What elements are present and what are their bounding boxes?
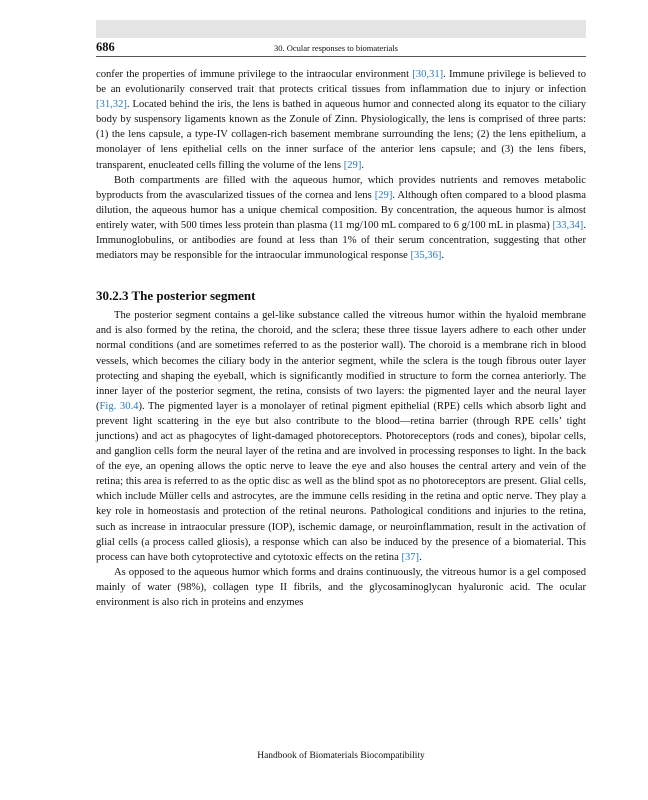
citation-link[interactable]: Fig. 30.4 [99, 400, 139, 412]
citation-link[interactable]: [29] [374, 189, 393, 201]
paragraph-text: . Immune privilege is believed to be an evolutionarily conserved trait that protects critical tissues from inflammation due to injury or infection [96, 69, 586, 96]
paragraph-text: confer the properties of immune privilege to the intraocular environment [96, 69, 413, 80]
paragraph-text: Both compartments are filled with the aqueous humor, which provides nutrients and removes metabolic byproducts from the avascularized tissues of the cornea and lens [96, 174, 586, 201]
paragraph-vitreous-humor [96, 565, 586, 610]
page-number: 686 [96, 40, 115, 54]
page-header [96, 40, 586, 57]
page-footer: Handbook of Biomaterials Biocompatibility [257, 751, 425, 761]
paragraph-aqueous-humor [96, 173, 586, 264]
paragraph-text: . Immunoglobulins, or antibodies are found at less than 1% of their serum concentration, suggesting that other mediators may be responsible for the intraocular immunological response [96, 219, 586, 262]
citation-link[interactable]: [35,36] [410, 250, 442, 262]
citation-link[interactable]: [31,32] [96, 99, 127, 111]
paragraph-text: . Although often compared to a blood plasma dilution, the aqueous humor has a unique chemical composition. By concentration, the aqueous humor is almost entirely water, with 500 times less protein than plasma (11 mg/100 mL compared to 6 g/100 mL in plasma) [96, 189, 586, 231]
citation-link[interactable]: [30,31] [412, 69, 444, 80]
paragraph-posterior-segment [96, 308, 586, 565]
paragraph-text: . [441, 250, 445, 262]
citation-link[interactable]: [37] [401, 551, 420, 563]
page-body [96, 67, 586, 610]
paragraph-text: The posterior segment contains a gel-like substance called the vitreous humor within the hyaloid membrane and is also formed by the retina, the choroid, and the sclera; these three tissue layers adhere to each other under normal conditions (and are sometimes referred to as the posterior wall). The choroid is a membrane rich in blood vessels, which becomes the ciliary body in the anterior segment, while the sclera is the tough fibrous outer layer protecting and shaping the eyeball, which is significantly modified in structure to form the cornea anteriorly. The inner layer of the posterior segment, the retina, consists of two layers: the pigmented layer and the neural layer ( [96, 310, 586, 412]
running-head: 30. Ocular responses to biomaterials [274, 43, 398, 53]
paragraph-lens [96, 67, 586, 173]
section-heading [96, 287, 586, 305]
citation-link[interactable]: [29] [343, 159, 362, 171]
section-spacer [96, 263, 586, 287]
paragraph-text: As opposed to the aqueous humor which forms and drains continuously, the vitreous humor is a gel composed mainly of water (98%), collagen type II fibrils, and the glycosaminoglycan hyaluronic acid. The ocular environment is also rich in proteins and enzymes [96, 566, 586, 608]
paragraph-text: . [419, 551, 422, 563]
top-gray-band [96, 20, 586, 38]
citation-link[interactable]: [33,34] [552, 219, 584, 231]
section-title: The posterior segment [131, 288, 256, 304]
paragraph-text: ). The pigmented layer is a monolayer of retinal pigment epithelial (RPE) cells which absorb light and prevent light scattering in the eye but also contribute to the blood—retina barrier (through RPE cells’ tight junctions) and act as phagocytes of light-damaged photoreceptors. Photoreceptors (rods and cones), bipolar cells, and ganglion cells form the neural layer of the retina and are involved in processing responses to light. In the back of the eye, an opening allows the optic nerve to leave the eye and also houses the central artery and vein of the retina; this area is referred to as the optic disc as well as the blind spot as no photoreceptors are present. Glial cells, which include Müller cells and astrocytes, are the immune cells residing in the retina and optic nerve. They play a key role in homeostasis and protection of the retinal neurons. Pathological conditions and injuries to the retina, such as increase in intraocular pressure (IOP), ischemic damage, or neuroinflammation, result in the activation of glial cells (a process called gliosis), a response which can also be induced by the presence of a biomaterial. This process can have both cytoprotective and cytotoxic effects on the retina [96, 400, 586, 563]
paragraph-text: . [361, 159, 365, 171]
paragraph-text: . Located behind the iris, the lens is bathed in aqueous humor and connected along its equator to the ciliary body by suspensory ligaments known as the Zonule of Zinn. Physiologically, the lens is comprised of three parts: (1) the lens capsule, a type-IV collagen-rich basement membrane surrounding the lens; (2) the lens epithelium, a monolayer of lens epithelial cells on the inner surface of the anterior lens capsule; and (3) the lens fibers, transparent, enucleated cells filling the volume of the lens [96, 99, 586, 171]
section-number: 30.2.3 [96, 288, 129, 304]
